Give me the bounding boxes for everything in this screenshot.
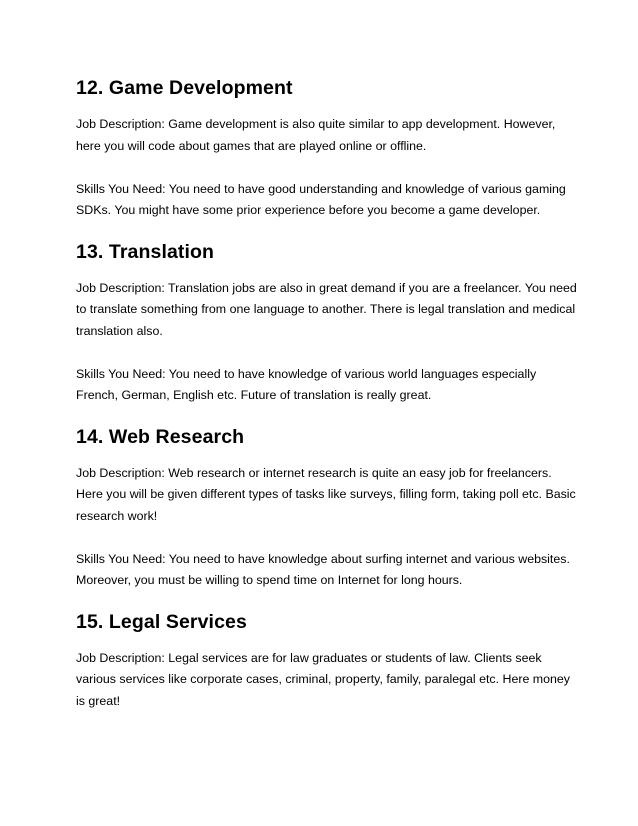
section-heading: 15. Legal Services: [76, 610, 247, 633]
skills-needed: Skills You Need: You need to have knowledge about surfing internet and various websites. Moreover, you must be willing to spend time on Internet for long hours.: [76, 551, 570, 587]
section-legal-services: [76, 610, 578, 713]
section-translation: [76, 240, 578, 407]
job-description: Job Description: Game development is also quite similar to app development. However, here you will code about games that are played online or offline.: [76, 117, 556, 153]
job-description: Job Description: Web research or internet research is quite an easy job for freelancers. Here you will be given different types of tasks like surveys, filling form, taking poll etc. Basic research work!: [76, 465, 576, 523]
section-heading: 12. Game Development: [76, 77, 293, 99]
section-game-development: [76, 76, 578, 222]
section-web-research: [76, 425, 578, 592]
skills-needed: Skills You Need: You need to have knowledge of various world languages especially French, German, English etc. Future of translation is really great.: [76, 366, 537, 402]
section-heading: 13. Translation: [76, 240, 215, 263]
job-description: Job Description: Legal services are for law graduates or students of law. Clients seek various services like corporate cases, criminal, property, family, paralegal etc. Here money is great!: [76, 650, 570, 708]
job-description: Job Description: Translation jobs are also in great demand if you are a freelancer. You need to translate something from one language to another. There is legal translation and medical translation also.: [76, 280, 577, 338]
skills-needed: Skills You Need: You need to have good understanding and knowledge of various gaming SDKs. You might have some prior experience before you become a game developer.: [76, 181, 566, 217]
section-heading: 14. Web Research: [76, 425, 245, 448]
